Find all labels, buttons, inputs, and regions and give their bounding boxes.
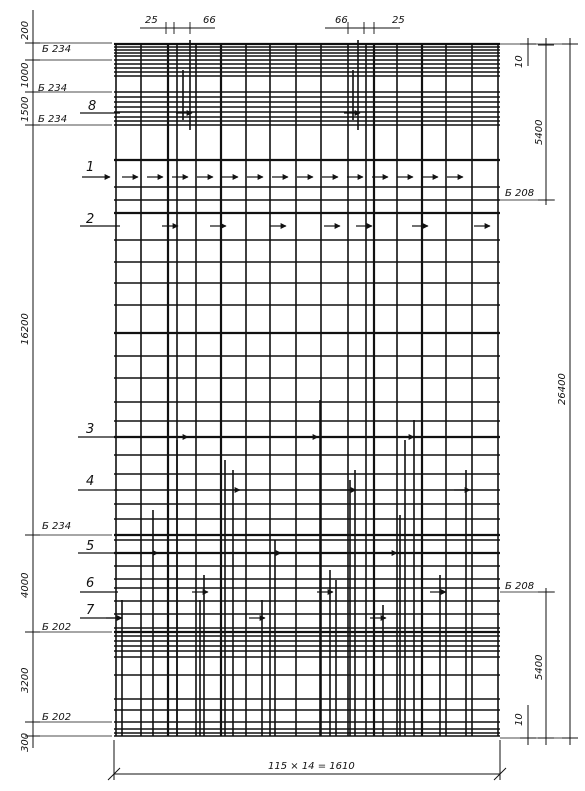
- position-7-label: 7: [86, 603, 95, 618]
- right-dimension-chain: [520, 38, 578, 745]
- bar-label-b234-c: Б 234: [38, 114, 68, 125]
- dim-right-bottom-cover: 10: [514, 713, 525, 726]
- bar-label-b234-a: Б 234: [42, 44, 72, 55]
- position-8-label: 8: [88, 99, 97, 114]
- dim-right-top-cover: 10: [514, 55, 525, 68]
- dim-16200: 16200: [20, 313, 31, 345]
- position-leaders: [78, 113, 120, 618]
- top-dimension-lines: [140, 22, 400, 34]
- bar-label-b208-bottom: Б 208: [505, 581, 535, 592]
- position-6-label: 6: [86, 576, 95, 591]
- bar-label-b208-top: Б 208: [505, 188, 535, 199]
- bar-label-b202-b: Б 202: [42, 712, 72, 723]
- dim-300: 300: [20, 732, 31, 752]
- dim-right-bottom-zone: 5400: [534, 654, 545, 680]
- position-4-label: 4: [86, 474, 95, 489]
- bar-label-b202-a: Б 202: [42, 622, 72, 633]
- dim-3200: 3200: [20, 667, 31, 693]
- position-5-label: 5: [86, 539, 95, 554]
- bar-label-b234-b: Б 234: [38, 83, 68, 94]
- dim-right-top-zone: 5400: [534, 119, 545, 145]
- dim-top-right-gap: 25: [392, 15, 405, 26]
- dim-4000: 4000: [20, 572, 31, 598]
- dim-top-left-gap: 25: [145, 15, 158, 26]
- dim-1000: 1000: [20, 62, 31, 88]
- dim-top-left-pitch: 66: [203, 15, 216, 26]
- bar-label-b234-d: Б 234: [42, 521, 72, 532]
- position-3-label: 3: [86, 422, 95, 437]
- bottom-dimension-line: [108, 740, 506, 780]
- dim-1500: 1500: [20, 96, 31, 122]
- reinforcement-mesh: [106, 40, 500, 736]
- dim-right-total: 26400: [557, 373, 568, 405]
- position-2-label: 2: [86, 212, 95, 227]
- dim-200: 200: [20, 20, 31, 40]
- dim-top-right-pitch: 66: [335, 15, 348, 26]
- position-1-label: 1: [86, 160, 95, 175]
- dim-bottom-width: 115 × 14 = 1610: [268, 761, 355, 772]
